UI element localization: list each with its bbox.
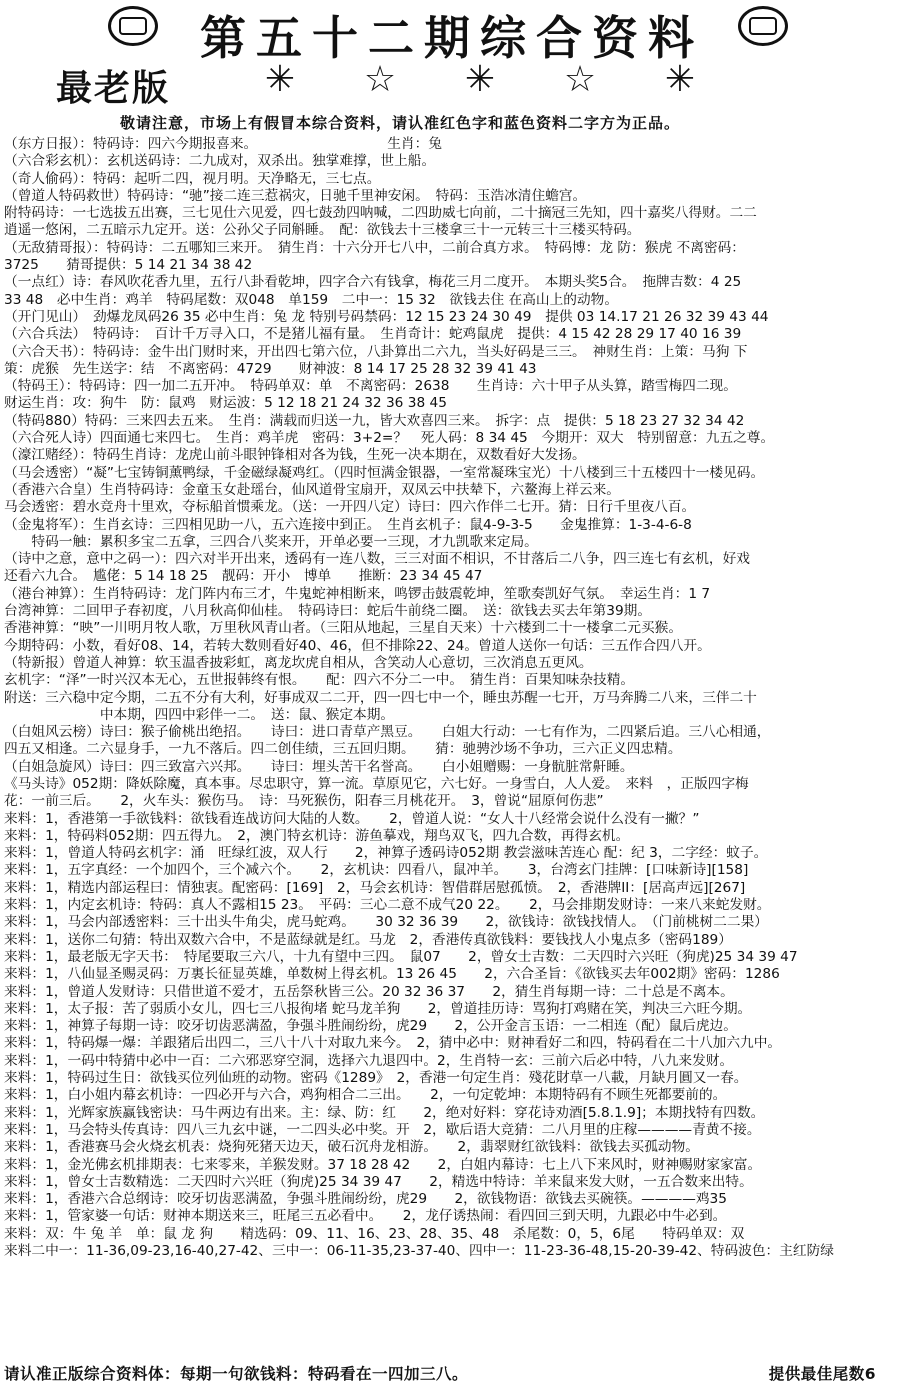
content-line: 花：一前三后。 2，火车头：猴伤马。 诗：马死猴伤，阳春三月桃花开。 3，曾说“屈原何伤悲” — [4, 793, 604, 810]
content-line: 台湾神算：二回甲子春初度，八月秋高仰仙桂。 特码诗曰：蛇后牛前绕二圈。 送：欲钱去买去年第39期。 — [4, 603, 652, 620]
page-title: 第五十二期综合资料 — [200, 11, 704, 65]
content-line: 来料：1，特码过生日：欲钱买位列仙班的动物。密码《1289》 2，香港一句定生肖：殘花財草一八載，月缺月圓又一春。 — [4, 1070, 748, 1087]
content-line: （马会透密）“凝”七宝铸铜薰鸭绿，千金磁绿凝鸡红。（四时恒满金银器，一室常凝珠宝光）十八楼到三十五楼四十一楼见码。 — [4, 464, 765, 481]
content-line: （六合天书）：特码诗：金牛出门财时来，开出四七第六位，八卦算出二六九，当头好码是三三。 神财生肖：上策：马狗 下 — [4, 343, 748, 360]
footer-left-text: 请认准正版综合资料体：每期一句欲钱料：特码看在一四加三八。 — [4, 1365, 469, 1383]
content-line: （曾道人特码救世）特码诗：“驰”接二连三惹祸灾，日驰千里神安闲。 特码：玉浩冰清住蟾宫。 — [4, 187, 587, 204]
content-line: 来料二中一：11-36,09-23,16-40,27-42、三中一：06-11-35,23-37-40、四中一：11-23-36-48,15-20-39-42、特码波色：主红防绿 — [4, 1243, 834, 1259]
edition-label: 最老版 — [56, 67, 171, 109]
content-line: 来料：1，特码料052期：四五得九。 2，澳门特玄机诗：游鱼摹戏，翔鸟双飞，四九合数，再得玄机。 — [4, 827, 630, 844]
content-line: （金鬼将军）：生肖玄诗：三四相见助一八，五六连接中到正。 生肖玄机子：鼠4-9-3-5 金鬼推算：1-3-4-6-8 — [4, 516, 692, 533]
content-line: 来料：1，金光佛玄机排期表：七来零来，羊猴发财。37 18 28 42 2，白姐内幕诗：七上八下来风时，财神赐财家家富。 — [4, 1156, 762, 1173]
content-line: 来料：1，一码中特猜中必中一百：二六邪恶穿空洞，选择六九退四中。2，生肖特一玄：三前六后必中特，八九来发财。 — [4, 1052, 734, 1069]
content-line: （白姐风云榜）诗曰：猴子偷桃出绝招。 诗曰：进口青草产黑豆。 白姐大行动：一七有作为，二四紧后追。三八心相通， — [4, 724, 771, 741]
content-line: 来料：1，曾道人特码玄机字：涌 旺绿红波，双人行 2，神算子透码诗052期 教尝滋味苦连心 配：纪 3，二字经：蚊子。 — [4, 845, 768, 862]
content-line: （六合死人诗）四面通七来四七。 生肖：鸡羊虎 密码：3+2=？ 死人码：8 34 45 今期开：双大 特别留意：九五之尊。 — [4, 430, 775, 447]
content-line: 来料：1，特码爆一爆：羊跟猪后出四二，三八十八十对取九来今。 2，猜中必中：财神看好二和四，特码看在二十八加六九中。 — [4, 1035, 782, 1052]
content-line: 玄机字：“泽”一时兴汉本无心，五世报韩终有恨。 配：四六不分二一中。 猜生肖：百果知味杂技精。 — [4, 672, 635, 689]
footer-right-text: 提供最佳尾数6 — [768, 1365, 876, 1383]
star-icon: ☆ — [563, 59, 597, 100]
content-line: 财运生肖：攻：狗牛 防：鼠鸡 财运波：5 12 18 21 24 32 36 38 45 — [4, 395, 447, 412]
content-line: 来料：1，太子报：苦了弱质小女儿，四七三八报徇堵 蛇马龙羊狗 2，曾道挂历诗：骂狗打鸡赌在笑，判决三六旺今期。 — [4, 1000, 752, 1017]
content-line: 来料：1，曾道人发财诗：只借世道不爱才，五岳祭秋皆三公。20 32 36 37 2，猜生肖每期一诗：二十总是不离本。 — [4, 983, 734, 1000]
star-row — [250, 58, 710, 102]
content-line: 四五又相逢。二六显身手，一九不落后。四二创佳绩，三五回归期。 猜：驰骋沙场不争功，三六正义四忠精。 — [4, 741, 682, 758]
content-line: （港台神算）：生肖特码诗：龙门阵内布三才，牛鬼蛇神相断来，鸣锣击鼓震乾坤，笙歌奏凯好气氛。 幸运生肖：1 7 — [4, 585, 711, 602]
content-line: 来料：1，香港第一手欲钱料：欲钱看连战访问大陆的人数。 2，曾道人说：“女人十八经常会说什么没有一撇？” — [4, 810, 700, 827]
header — [0, 0, 898, 110]
content-line: （东方日报）：特码诗：四六今期报喜来。 生肖：兔 — [4, 136, 442, 152]
content-line: 今期特码：小数，看好08、14，若转大数则看好40、46，但不排除22、24。曾道人送你一句话：三五作合四八开。 — [4, 637, 711, 654]
content-line: （六合彩玄机）：玄机送码诗：二九成对，双杀出。独掌难撑，世上船。 — [4, 153, 436, 170]
content-line: 33 48 必中生肖：鸡羊 特码尾数：双048 单159 二中一：15 32 欲钱去住 在高山上的动物。 — [4, 291, 619, 308]
content-line: 来料：1，白小姐内幕玄机诗：一四必开与六合，鸡狗相合二三出。 2，一句定乾坤：本期特码有不顾生死都要前的。 — [4, 1087, 727, 1104]
content-line: 香港神算：“映”一川明月牧人歌，万里秋风青山者。（三阳从地起，三星自天来）十六楼到二十一楼拿二元买猴。 — [4, 620, 683, 637]
content-line: 来料：1，香港赛马会火烧玄机表：烧狗死猪天边天，破石沉舟龙相游。 2，翡翠财红欲钱料：欲钱去买孤动物。 — [4, 1139, 699, 1156]
content-line: 来料：1，神算子每期一诗：咬牙切齿恶满盈，争强斗胜闹纷纷，虎29 2，公开金言玉语：一二相连（配）鼠后虎边。 — [4, 1018, 737, 1035]
content-line: （六合兵法） 特码诗： 百计千万寻入口，不是猪儿福有量。 生肖奇计：蛇鸡鼠虎 提供：4 15 42 28 29 17 40 16 39 — [4, 326, 742, 343]
content-line: 策：虎猴 先生送字：结 不离密码：4729 财神波：8 14 17 25 28 32 39 41 43 — [4, 360, 537, 377]
content-line: （特新报）曾道人神算：软玉温香披彩虹，离龙坎虎自相从，含笑动人心意切，三次消息五更风。 — [4, 654, 593, 671]
content-line: 附特码诗：一七选拔五出赛，三七见仕六见爱，四七鼓劲四呐喊，二四助威七向前，二十摘冠三先知，四十嘉奖八得财。二二 — [4, 205, 757, 222]
content-line: （特码880）特码：三来四去五来。 生肖：满载而归送一九，皆大欢喜四三来。 拆字：点 提供：5 18 23 27 32 34 42 — [4, 412, 745, 429]
content-line: 《马头诗》052期：降妖除魔，真本事。尽忠职守，算一流。草原见它，六七好。一身雪白，人人爱。 来料 ，正版四字梅 — [4, 775, 749, 792]
content-line: （无敌猜哥报）：特码诗：二五哪知三来开。 猜生肖：十六分开七八中，二前合真方求。 特码博：龙 防：猴虎 不离密码： — [4, 239, 745, 256]
seal-glyph — [749, 17, 777, 35]
footer — [4, 1362, 894, 1386]
content-line: 来料：1，八仙显圣赐灵码：万裏长征显英雄，单数树上得玄机。13 26 45 2，六合圣旨：《欲钱买去年002期》密码：1286 — [4, 966, 780, 983]
content-line: 来料：1，送你二句猜：特出双数六合中，不是蓝绿就是红。马龙 2，香港传真欲钱料：要钱找人小鬼点多（密码189） — [4, 931, 732, 948]
content-line: 来料：1，五字真经：一个加四个，三个减六个。 2，玄机诀：四看八，鼠冲羊。 3，台湾玄门挂牌：[口味新诗][158] — [4, 862, 749, 879]
content-line: 来料：1，精选内部运程曰：情独衷。配密码：[169] 2，马会玄机诗：智借群居慰孤愤。 2，香港牌II：[居高声远][267] — [4, 879, 746, 896]
content-line: 来料：1，光辉家族赢钱密诀：马牛两边有出来。主：绿、防：红 2，绝对好料：穿花诗劝酒[5.8.1.9]；本期找特有四数。 — [4, 1104, 765, 1121]
content-line: （特码王）：特码诗：四一加二五开冲。 特码单双：单 不离密码：2638 生肖诗：六十甲子从头算，踏雪梅四二现。 — [4, 378, 737, 395]
content-line: 马会透密：碧水竞舟十里欢，夺标船首惯乘龙。（送：一开四八定）诗曰：四六作伴二七开。猜：日行千里夜八百。 — [4, 499, 696, 516]
content-line: 来料：双：牛 兔 羊 单：鼠 龙 狗 精选码：09、11、16、23、28、35、48 杀尾数：0，5，6尾 特码单双：双 — [4, 1225, 745, 1242]
content-line: 来料：1，内定玄机诗：特码：真人不露相15 23。 平码：三心二意不成气20 22。 2，马会排期发财诗：一来八来蛇发财。 — [4, 897, 771, 914]
content-body — [4, 136, 894, 1260]
content-line: 来料：1，曾女士吉数精选：二天四时六兴旺（狗虎)25 34 39 47 2，精选中特诗：羊来鼠来发大财，一五合数来出特。 — [4, 1173, 753, 1190]
seal-right-icon — [738, 6, 788, 46]
content-line: 来料：1，香港六合总纲诗：咬牙切齿恶满盈，争强斗胜闹纷纷，虎29 2，欲钱物语：欲钱去买碗筷。————鸡35 — [4, 1191, 727, 1208]
content-line: 中本期，四四中彩伴一二。 送：鼠、猴定本期。 — [4, 706, 395, 723]
content-line: （香港六合皇）生肖特码诗：金童玉女赴瑶台，仙风道骨宝扇开，双凤云中扶辇下，六鳌海上祥云来。 — [4, 481, 620, 498]
content-line: （诗中之意，意中之码一）：四六对半开出来，透码有一连八数，三三对面不相识，不甘落后二八争，四三连七有玄机，好戏 — [4, 551, 750, 568]
content-line: 3725 猜哥提供：5 14 21 34 38 42 — [4, 257, 253, 274]
seal-glyph — [119, 17, 147, 35]
content-line: 还看六九合。 尴佬：5 14 18 25 靓码：开小 博单 推断：23 34 45 47 — [4, 568, 483, 585]
content-line: （奇人偷码）：特码：起听二四，视月明。天净略无，三七点。 — [4, 170, 381, 187]
star-icon: ☆ — [363, 59, 397, 100]
content-line: 来料：1，管家婆一句话：财神本期送来三，旺尾三五必看中。 2，龙仔诱热闹：看四回三到天明，九跟必中牛必到。 — [4, 1208, 727, 1225]
content-line: 特码一触：累积多宝二五拿，三四合八奖来开，开单必要一三现，才九凯歌来定局。 — [4, 533, 538, 550]
content-line: （一点红）诗：春风吹花香九里，五行八卦看乾坤，四字合六有钱拿，梅花三月二度开。 本期头奖5合。 拖牌吉数：4 25 — [4, 274, 742, 291]
content-line: （白姐急旋风）诗曰：四三致富六兴邦。 诗曰：埋头苦干名誉高。 白小姐赠赐：一身骯脏常鼾睡。 — [4, 758, 634, 775]
asterisk-icon: ✳ — [464, 59, 496, 100]
content-line: （濠江赌经）：特码生肖诗：龙虎山前斗眼钟锋相对各为钱，生死一决本期在，双数看好大发扬。 — [4, 447, 586, 464]
content-line: （开门见山） 劲爆龙凤码26 35 必中生肖：兔 龙 特别号码禁码：12 15 23 24 30 49 提供 03 14.17 21 26 32 39 43 44 — [4, 308, 769, 325]
content-line: 来料：1，最老版无字天书： 特尾要取三六八，十九有望中三四。 鼠07 2，曾女士吉数：二天四时六兴旺（狗虎)25 34 39 47 — [4, 948, 798, 965]
content-line: 逍遥一悠闲，二五暗示九定开。送：公孙父子同斛睡。 配：欲钱去十三楼拿三十一元转三十三楼买特码。 — [4, 222, 641, 239]
asterisk-icon: ✳ — [664, 59, 696, 100]
content-line: 来料：1，马会内部透密料：三十出头牛角尖，虎马蛇鸡。 30 32 36 39 2，欲钱诗：欲钱找情人。 （门前桃树二二果） — [4, 914, 768, 931]
notice-text: 敬请注意，市场上有假冒本综合资料，请认准红色字和蓝色资料二字方为正品。 — [120, 114, 681, 132]
content-line: 来料：1，马会特头传真诗：四八三九玄中谜，一二四头必中奖。开 2，歇后语大竞猜：二八月里的庄稼————青黄不接。 — [4, 1121, 761, 1138]
content-line: 附送：三六稳中定今期，二五不分有大利，好事成双二二开，四一四七中一个，睡虫苏醒一七开，万马奔腾二八来，三伴二十 — [4, 689, 757, 706]
seal-left-icon — [108, 6, 158, 46]
asterisk-icon: ✳ — [264, 59, 296, 100]
